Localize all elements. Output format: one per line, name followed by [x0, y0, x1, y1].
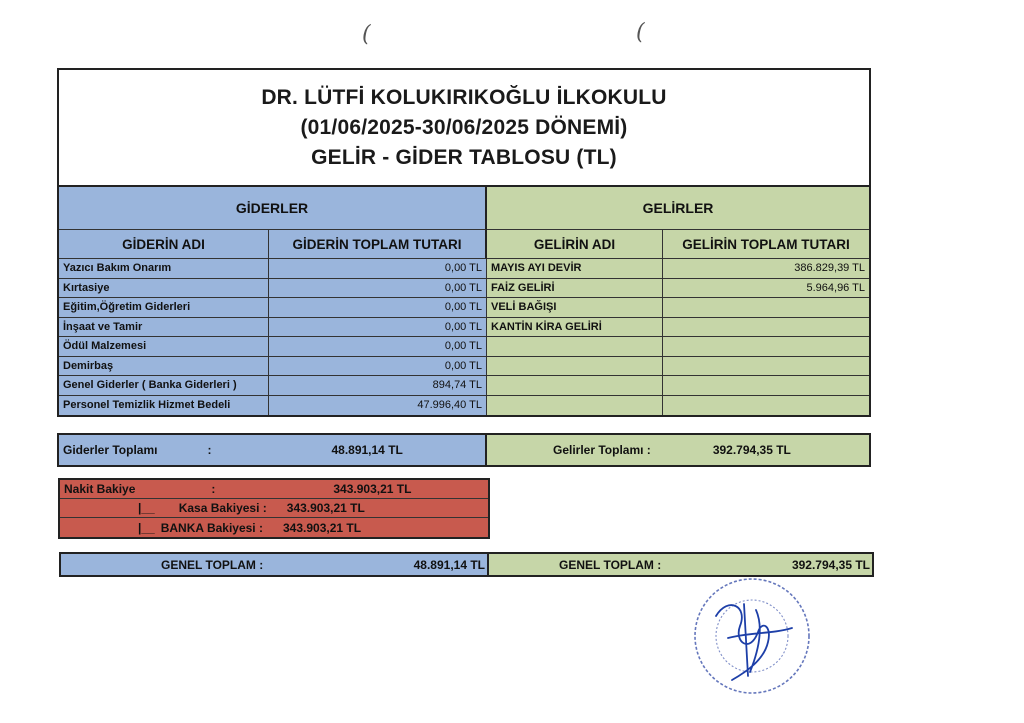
income-expense-table: [57, 68, 871, 417]
period: (01/06/2025-30/06/2025 DÖNEMİ): [300, 115, 628, 139]
gelir-amount: [663, 318, 869, 338]
branch-glyph: |__: [138, 520, 155, 535]
grand-total-right-value: 392.794,35 TL: [791, 557, 870, 572]
gelir-name: [487, 357, 663, 377]
grand-total-left: [61, 554, 489, 575]
gelir-name: FAİZ GELİRİ: [487, 279, 663, 299]
signature-icon: [716, 604, 792, 680]
gelir-adi-header: GELİRİN ADI: [487, 230, 663, 259]
gider-amount: 894,74 TL: [269, 376, 487, 396]
table-row: Personel Temizlik Hizmet Bedeli: [59, 396, 269, 416]
gider-amount: 47.996,40 TL: [269, 396, 487, 416]
table-row: Demirbaş: [59, 357, 269, 377]
school-name: DR. LÜTFİ KOLUKIRIKOĞLU İLKOKULU: [261, 85, 667, 109]
table-row: Genel Giderler ( Banka Giderleri ): [59, 376, 269, 396]
table-row: İnşaat ve Tamir: [59, 318, 269, 338]
giderler-total-label: Giderler Toplamı: [63, 443, 158, 457]
gider-amount: 0,00 TL: [269, 279, 487, 299]
banka-value: 343.903,21 TL: [282, 520, 362, 535]
gider-tutar-header: GİDERİN TOPLAM TUTARI: [269, 230, 487, 259]
gelirler-header: GELİRLER: [487, 187, 869, 230]
gelir-name: KANTİN KİRA GELİRİ: [487, 318, 663, 338]
grand-total-right-label: GENEL TOPLAM :: [559, 557, 662, 572]
table-row: Kırtasiye: [59, 279, 269, 299]
nakit-value: 343.903,21 TL: [333, 482, 412, 496]
official-stamp-icon: [688, 576, 816, 696]
gelir-amount: 5.964,96 TL: [663, 279, 869, 299]
gelir-amount: [663, 357, 869, 377]
branch-glyph: |__: [138, 501, 155, 515]
nakit-label: Nakit Bakiye: [64, 482, 136, 496]
kasa-value: 343.903,21 TL: [286, 501, 365, 515]
grand-total-row: [59, 552, 874, 577]
gelir-amount: [663, 298, 869, 318]
grand-total-left-value: 48.891,14 TL: [413, 557, 485, 572]
kasa-label: Kasa Bakiyesi :: [178, 501, 267, 515]
table-grid: [59, 187, 869, 415]
gelir-name: [487, 337, 663, 357]
gelirler-total: [487, 435, 869, 465]
table-row: Eğitim,Öğretim Giderleri: [59, 298, 269, 318]
gelirler-total-value: 392.794,35 TL: [712, 443, 791, 457]
gider-amount: 0,00 TL: [269, 298, 487, 318]
totals-row: [57, 433, 871, 467]
giderler-header: GİDERLER: [59, 187, 487, 230]
gider-amount: 0,00 TL: [269, 318, 487, 338]
gider-amount: 0,00 TL: [269, 357, 487, 377]
gelir-name: [487, 396, 663, 416]
table-row: Yazıcı Bakım Onarım: [59, 259, 269, 279]
banka-label: BANKA Bakiyesi :: [160, 520, 263, 535]
gelir-amount: 386.829,39 TL: [663, 259, 869, 279]
giderler-total: [59, 435, 487, 465]
title-block: [59, 70, 869, 187]
punch-mark-left: (: [362, 22, 371, 47]
grand-total-left-label: GENEL TOPLAM :: [161, 557, 264, 572]
giderler-total-value: 48.891,14 TL: [331, 443, 403, 457]
gelir-amount: [663, 396, 869, 416]
gelir-tutar-header: GELİRİN TOPLAM TUTARI: [663, 230, 869, 259]
gelir-amount: [663, 376, 869, 396]
gelir-name: VELİ BAĞIŞI: [487, 298, 663, 318]
gelir-name: [487, 376, 663, 396]
gelir-amount: [663, 337, 869, 357]
banka-bakiye-row: [60, 518, 488, 537]
grand-total-right: [489, 554, 872, 575]
kasa-bakiye-row: [60, 499, 488, 518]
gider-amount: 0,00 TL: [269, 259, 487, 279]
gider-adi-header: GİDERİN ADI: [59, 230, 269, 259]
balance-box: [58, 478, 490, 539]
gider-amount: 0,00 TL: [269, 337, 487, 357]
giderler-total-colon: :: [207, 443, 212, 457]
nakit-colon: :: [211, 482, 216, 496]
punch-mark-right: (: [636, 20, 645, 45]
gelir-name: MAYIS AYI DEVİR: [487, 259, 663, 279]
table-title: GELİR - GİDER TABLOSU (TL): [311, 145, 617, 169]
nakit-bakiye-row: [60, 480, 488, 499]
table-row: Ödül Malzemesi: [59, 337, 269, 357]
gelirler-total-label: Gelirler Toplamı :: [553, 443, 651, 457]
